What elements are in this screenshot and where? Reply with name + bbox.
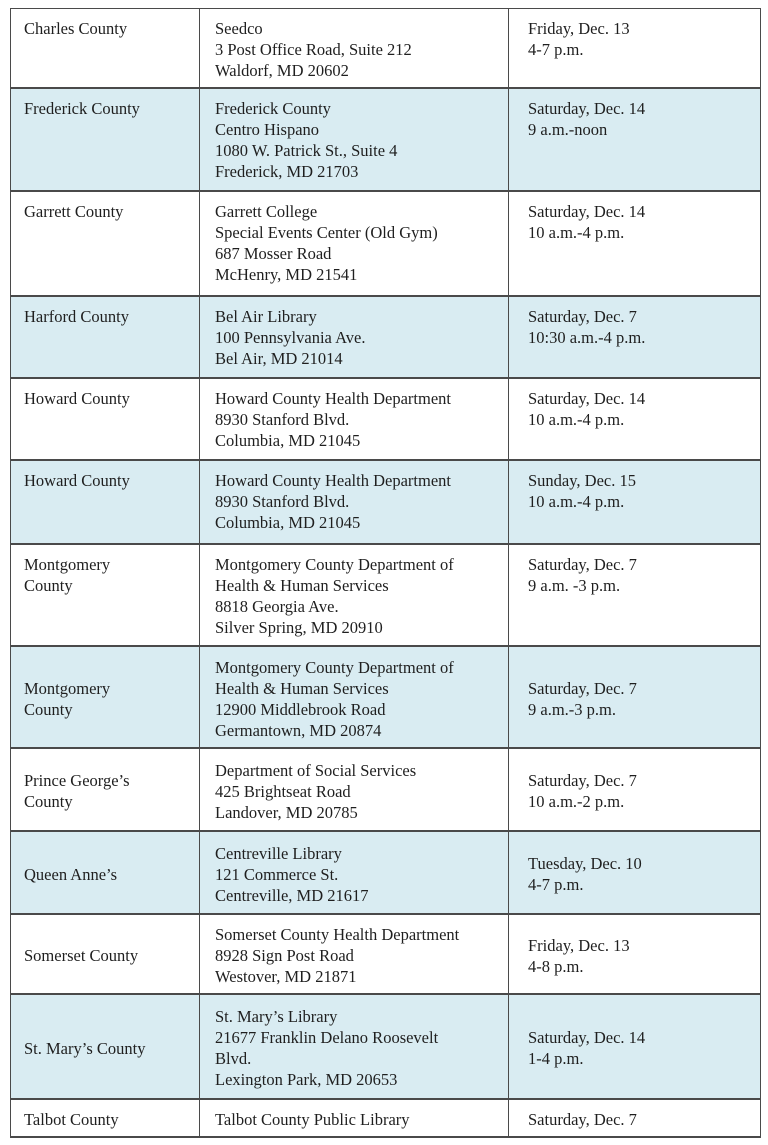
event-time: 10 a.m.-4 p.m. [528, 410, 625, 429]
location-cell [200, 191, 509, 296]
event-date: Tuesday, Dec. 10 [528, 854, 642, 873]
location-line: Health & Human Services [215, 678, 389, 698]
location-line: 100 Pennsylvania Ave. [215, 328, 366, 347]
location-line: 425 Brightseat Road [215, 781, 351, 801]
location-line: Westover, MD 21871 [215, 967, 357, 986]
county-cell [11, 191, 200, 296]
county-name-line: Harford County [24, 307, 129, 326]
county-name-line: Montgomery [24, 678, 111, 698]
location-line: Waldorf, MD 20602 [215, 61, 349, 80]
county-name-line: Queen Anne’s [24, 864, 118, 884]
location-line: 121 Commerce St. [215, 864, 339, 884]
location-line: Talbot County Public Library [215, 1110, 410, 1129]
table-row [11, 831, 761, 914]
table-row [11, 460, 761, 544]
event-date: Saturday, Dec. 14 [528, 389, 646, 408]
schedule-table [10, 8, 761, 1138]
county-name-line: Charles County [24, 19, 128, 38]
county-name-line: Garrett County [24, 202, 124, 221]
county-name-line: Frederick County [24, 99, 140, 118]
location-line: 8930 Stanford Blvd. [215, 492, 350, 511]
location-line: Lexington Park, MD 20653 [215, 1070, 398, 1089]
county-cell [11, 378, 200, 460]
location-line: St. Mary’s Library [215, 1007, 338, 1026]
event-time: 9 a.m.-3 p.m. [528, 699, 616, 719]
table-row [11, 9, 761, 89]
county-name-line: Somerset County [24, 946, 139, 965]
location-line: Centro Hispano [215, 120, 320, 139]
table-row [11, 914, 761, 994]
event-time: 4-8 p.m. [528, 956, 584, 976]
county-cell [11, 748, 200, 831]
county-name-line: Howard County [24, 471, 130, 490]
county-cell [11, 831, 200, 914]
location-line: Montgomery County Department of [215, 555, 454, 574]
location-line: Blvd. [215, 1049, 252, 1068]
datetime-cell [509, 378, 761, 460]
schedule-table-body [11, 9, 761, 1138]
location-line: Somerset County Health Department [215, 925, 460, 944]
county-name-line: County [24, 576, 73, 595]
county-name-line: County [24, 792, 73, 811]
datetime-cell [509, 646, 761, 748]
event-date: Saturday, Dec. 14 [528, 99, 646, 118]
table-row [11, 296, 761, 378]
county-name-line: Montgomery [24, 555, 111, 574]
county-name-line: Prince George’s [24, 771, 130, 790]
location-line: 8930 Stanford Blvd. [215, 410, 350, 429]
event-time: 1-4 p.m. [528, 1049, 584, 1068]
event-date: Saturday, Dec. 7 [528, 307, 637, 326]
county-name-line: St. Mary’s County [24, 1038, 146, 1058]
location-line: Bel Air Library [215, 307, 317, 326]
location-line: Silver Spring, MD 20910 [215, 618, 383, 637]
location-line: Germantown, MD 20874 [215, 720, 382, 740]
location-line: 687 Mosser Road [215, 244, 332, 263]
location-line: 3 Post Office Road, Suite 212 [215, 40, 412, 59]
location-line: Special Events Center (Old Gym) [215, 223, 438, 242]
location-line: Frederick County [215, 99, 331, 118]
location-line: Centreville Library [215, 843, 342, 863]
location-cell [200, 9, 509, 89]
location-line: Columbia, MD 21045 [215, 513, 361, 532]
county-cell [11, 544, 200, 646]
county-cell [11, 296, 200, 378]
location-line: Howard County Health Department [215, 389, 451, 408]
event-time: 4-7 p.m. [528, 875, 584, 894]
datetime-cell [509, 88, 761, 191]
location-cell [200, 914, 509, 994]
county-cell [11, 460, 200, 544]
event-date: Sunday, Dec. 15 [528, 471, 636, 490]
county-name-line: County [24, 699, 73, 719]
location-line: 8928 Sign Post Road [215, 946, 354, 965]
location-line: Montgomery County Department of [215, 657, 454, 677]
datetime-cell [509, 914, 761, 994]
location-line: Landover, MD 20785 [215, 802, 358, 822]
location-line: Garrett College [215, 202, 318, 221]
event-time: 9 a.m. -3 p.m. [528, 576, 621, 595]
county-cell [11, 646, 200, 748]
table-row [11, 1099, 761, 1137]
datetime-cell [509, 994, 761, 1099]
location-cell [200, 994, 509, 1099]
location-line: 12900 Middlebrook Road [215, 699, 386, 719]
event-time: 10 a.m.-4 p.m. [528, 492, 625, 511]
county-cell [11, 88, 200, 191]
location-line: 8818 Georgia Ave. [215, 597, 339, 616]
location-cell [200, 460, 509, 544]
table-row [11, 544, 761, 646]
location-cell [200, 1099, 509, 1137]
location-cell [200, 831, 509, 914]
event-date: Saturday, Dec. 7 [528, 771, 637, 790]
location-cell [200, 296, 509, 378]
location-line: Bel Air, MD 21014 [215, 349, 343, 368]
location-line: 21677 Franklin Delano Roosevelt [215, 1028, 439, 1047]
table-row [11, 88, 761, 191]
table-row [11, 191, 761, 296]
datetime-cell [509, 191, 761, 296]
location-line: Seedco [215, 19, 263, 38]
county-cell [11, 914, 200, 994]
datetime-cell [509, 296, 761, 378]
datetime-cell [509, 9, 761, 89]
table-row [11, 646, 761, 748]
county-name-line: Howard County [24, 389, 130, 408]
county-cell [11, 9, 200, 89]
location-line: McHenry, MD 21541 [215, 265, 358, 284]
event-date: Saturday, Dec. 7 [528, 1110, 637, 1129]
location-line: Health & Human Services [215, 576, 389, 595]
location-cell [200, 88, 509, 191]
table-row [11, 378, 761, 460]
event-date: Saturday, Dec. 7 [528, 678, 637, 698]
county-cell [11, 1099, 200, 1137]
county-cell [11, 994, 200, 1099]
event-date: Friday, Dec. 13 [528, 935, 630, 955]
datetime-cell [509, 460, 761, 544]
datetime-cell [509, 831, 761, 914]
event-time: 10 a.m.-2 p.m. [528, 792, 625, 811]
county-name-line: Talbot County [24, 1110, 119, 1129]
event-date: Saturday, Dec. 14 [528, 1028, 646, 1047]
event-time: 4-7 p.m. [528, 40, 584, 59]
location-cell [200, 378, 509, 460]
event-time: 10 a.m.-4 p.m. [528, 223, 625, 242]
event-time: 10:30 a.m.-4 p.m. [528, 328, 646, 347]
location-line: Frederick, MD 21703 [215, 162, 359, 181]
table-row [11, 748, 761, 831]
event-date: Friday, Dec. 13 [528, 19, 630, 38]
location-line: Centreville, MD 21617 [215, 885, 369, 905]
location-cell [200, 646, 509, 748]
event-date: Saturday, Dec. 7 [528, 555, 637, 574]
datetime-cell [509, 748, 761, 831]
event-time: 9 a.m.-noon [528, 120, 608, 139]
location-line: Columbia, MD 21045 [215, 431, 361, 450]
datetime-cell [509, 1099, 761, 1137]
location-line: Department of Social Services [215, 760, 417, 780]
location-cell [200, 748, 509, 831]
table-row [11, 994, 761, 1099]
location-line: Howard County Health Department [215, 471, 451, 490]
location-cell [200, 544, 509, 646]
event-date: Saturday, Dec. 14 [528, 202, 646, 221]
location-line: 1080 W. Patrick St., Suite 4 [215, 141, 398, 160]
datetime-cell [509, 544, 761, 646]
